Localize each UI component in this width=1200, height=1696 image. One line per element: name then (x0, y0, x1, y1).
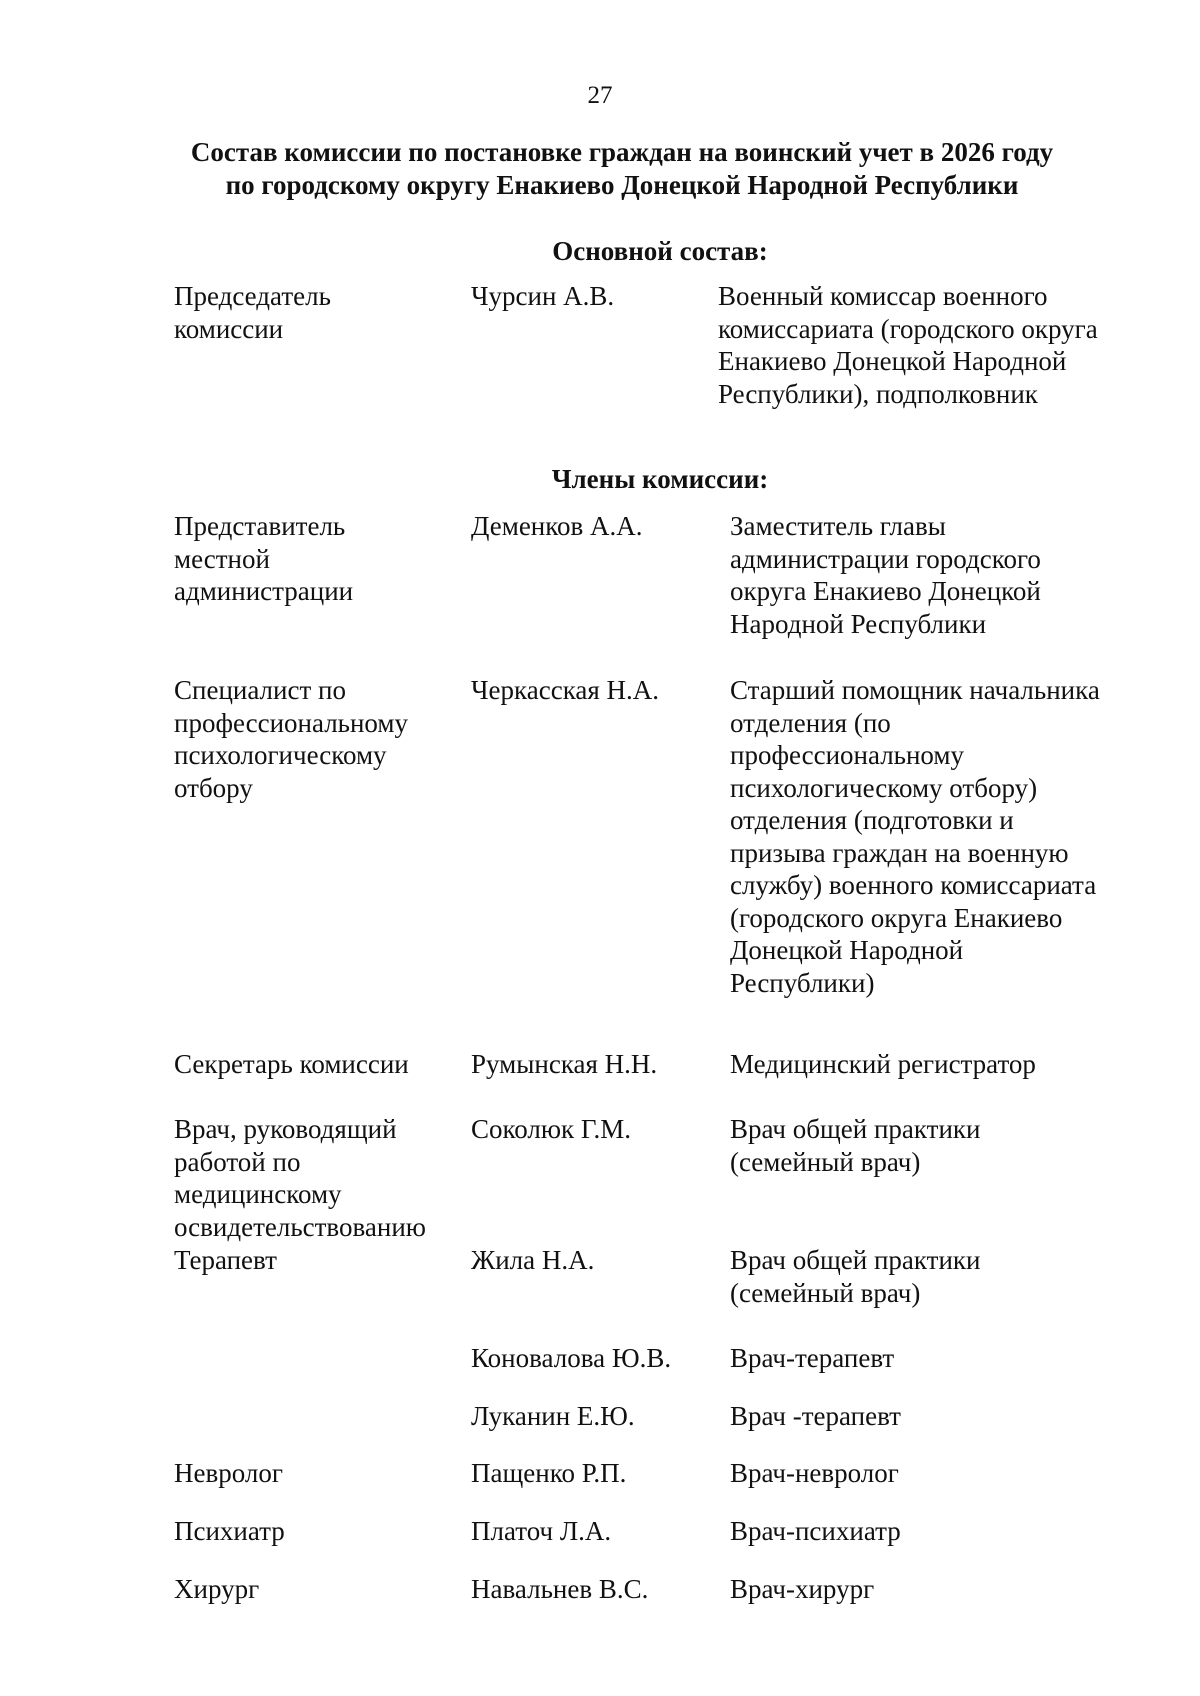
member-position: Врач-терапевт (730, 1343, 895, 1373)
member-name: Чурсин А.В. (471, 281, 615, 311)
member-position: Врач общей практики (семейный врач) (730, 1114, 981, 1177)
member-name: Пащенко Р.П. (471, 1458, 627, 1488)
member-role: Представитель местной администрации (174, 511, 354, 606)
member-name: Соколюк Г.М. (471, 1114, 631, 1144)
member-role: Председатель комиссии (174, 281, 331, 344)
member-position: Медицинский регистратор (730, 1049, 1036, 1079)
member-position: Врач-хирург (730, 1574, 875, 1604)
member-position: Заместитель главы администрации городского округа Енакиево Донецкой Народной Республики (730, 511, 1041, 639)
member-role: Терапевт (174, 1245, 277, 1275)
page-number: 27 (587, 82, 613, 109)
member-role: Специалист по профессиональному психологическому отбору (174, 675, 408, 803)
member-position: Военный комиссар военного комиссариата (городского округа Енакиево Донецкой Народной Республики), подполковник (718, 281, 1098, 409)
document-title (80, 136, 1164, 202)
member-name: Жила Н.А. (471, 1245, 595, 1275)
member-role: Секретарь комиссии (174, 1049, 409, 1079)
member-role: Хирург (174, 1574, 260, 1604)
member-position: Врач общей практики (семейный врач) (730, 1245, 981, 1308)
member-position: Врач -терапевт (730, 1401, 901, 1431)
member-name: Луканин Е.Ю. (471, 1401, 635, 1431)
member-position: Старший помощник начальника отделения (по профессиональному психологическому отбору) отделения (подготовки и призыва граждан на военную службу) военного комиссариата (городского округа Енакиево Донецкой Народной Республики) (730, 675, 1100, 998)
main-composition-heading: Основной состав: (552, 236, 768, 266)
member-position: Врач-психиатр (730, 1516, 901, 1546)
member-name: Платоч Л.А. (471, 1516, 612, 1546)
member-role: Невролог (174, 1458, 283, 1488)
member-role: Врач, руководящий работой по медицинскому освидетельствованию (174, 1114, 426, 1242)
member-name: Коновалова Ю.В. (471, 1343, 672, 1373)
member-name: Румынская Н.Н. (471, 1049, 658, 1079)
member-role: Психиатр (174, 1516, 285, 1546)
member-name: Черкасская Н.А. (471, 675, 660, 705)
member-position: Врач-невролог (730, 1458, 899, 1488)
member-name: Деменков А.А. (471, 511, 643, 541)
members-heading: Члены комиссии: (551, 464, 769, 494)
title-line-2: по городскому округу Енакиево Донецкой Народной Республики (225, 170, 1019, 200)
member-name: Навальнев В.С. (471, 1574, 649, 1604)
title-line-1: Состав комиссии по постановке граждан на воинский учет в 2026 году (190, 137, 1054, 167)
